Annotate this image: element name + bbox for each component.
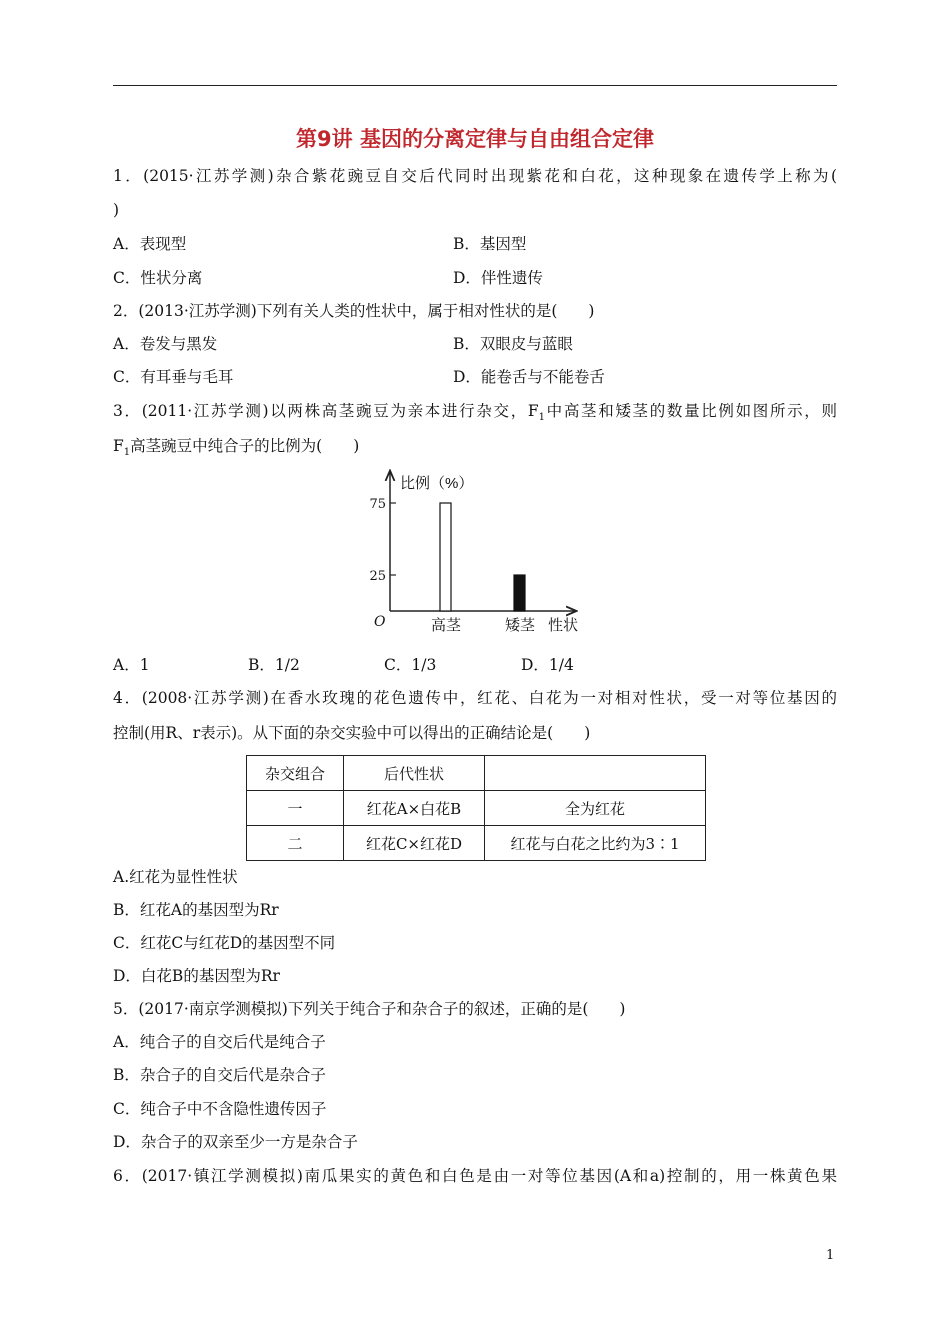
table-header bbox=[485, 756, 706, 791]
origin-label: O bbox=[374, 614, 386, 630]
q5-stem: 5．(2017·南京学测模拟)下列关于纯合子和杂合子的叙述，正确的是( ) bbox=[113, 1000, 626, 1018]
q1-option-c: C．性状分离 bbox=[113, 269, 203, 287]
table-cell: 全为红花 bbox=[485, 791, 706, 826]
q4-option-c: C．红花C与红花D的基因型不同 bbox=[113, 934, 336, 952]
q5-option-a: A．纯合子的自交后代是纯合子 bbox=[113, 1033, 326, 1051]
q4-option-d: D．白花B的基因型为Rr bbox=[113, 967, 280, 985]
category-label-short: 矮茎 bbox=[504, 617, 536, 634]
header-rule bbox=[113, 85, 837, 86]
y-tick-label-25: 25 bbox=[369, 569, 386, 584]
table-row bbox=[247, 826, 706, 861]
q3-option-c: C．1/3 bbox=[384, 656, 437, 674]
q3-option-a: A．1 bbox=[113, 656, 150, 674]
bar-chart bbox=[360, 466, 600, 641]
q2-option-c: C．有耳垂与毛耳 bbox=[113, 368, 234, 386]
y-axis-label: 比例（%） bbox=[400, 475, 474, 492]
table-header: 后代性状 bbox=[344, 756, 485, 791]
page-number: 1 bbox=[826, 1248, 835, 1263]
q1-option-b: B．基因型 bbox=[453, 235, 527, 253]
q1-stem: 1．(2015·江苏学测)杂合紫花豌豆自交后代同时出现紫花和白花，这种现象在遗传学上称为( bbox=[113, 167, 837, 185]
q2-option-a: A．卷发与黑发 bbox=[113, 335, 218, 353]
q1-stem-end: ) bbox=[113, 201, 120, 219]
q2-option-d: D．能卷舌与不能卷舌 bbox=[453, 368, 605, 386]
page-title: 第9讲 基因的分离定律与自由组合定律 bbox=[296, 127, 654, 151]
q5-option-d: D．杂合子的双亲至少一方是杂合子 bbox=[113, 1133, 358, 1151]
table-header: 杂交组合 bbox=[247, 756, 344, 791]
y-tick-label-75: 75 bbox=[369, 497, 386, 512]
category-label-tall: 高茎 bbox=[430, 617, 462, 634]
q1-option-d: D．伴性遗传 bbox=[453, 269, 543, 287]
q3-stem-line1: 3．(2011·江苏学测)以两株高茎豌豆为亲本进行杂交，$F_1$中高茎和矮茎的数量比例如图所示，则 bbox=[113, 402, 837, 424]
bar-tall-stem bbox=[440, 503, 451, 611]
table-cell: 一 bbox=[247, 791, 344, 826]
q4-option-a: A.红花为显性性状 bbox=[113, 868, 238, 886]
q5-option-c: C．纯合子中不含隐性遗传因子 bbox=[113, 1100, 327, 1118]
q2-stem: 2．(2013·江苏学测)下列有关人类的性状中，属于相对性状的是( ) bbox=[113, 302, 595, 320]
q4-stem-line2: 控制(用R、r表示)。从下面的杂交实验中可以得出的正确结论是( ) bbox=[113, 724, 591, 742]
bar-short-stem bbox=[514, 575, 525, 611]
q5-option-b: B．杂合子的自交后代是杂合子 bbox=[113, 1066, 326, 1084]
q3-option-b: B．1/2 bbox=[248, 656, 300, 674]
q4-option-b: B．红花A的基因型为Rr bbox=[113, 901, 279, 919]
q2-option-b: B．双眼皮与蓝眼 bbox=[453, 335, 573, 353]
cross-table bbox=[246, 755, 706, 861]
table-cell: 二 bbox=[247, 826, 344, 861]
q3-stem-line2: $F_1$高茎豌豆中纯合子的比例为( ) bbox=[113, 437, 360, 459]
table-cell: 红花A×白花B bbox=[344, 791, 485, 826]
table-cell: 红花与白花之比约为3∶1 bbox=[485, 826, 706, 861]
q4-stem-line1: 4．(2008·江苏学测)在香水玫瑰的花色遗传中，红花、白花为一对相对性状，受一对等位基因的 bbox=[113, 689, 837, 707]
q3-option-d: D．1/4 bbox=[521, 656, 574, 674]
table-row bbox=[247, 791, 706, 826]
q6-stem: 6．(2017·镇江学测模拟)南瓜果实的黄色和白色是由一对等位基因(A和a)控制的，用一株黄色果 bbox=[113, 1167, 837, 1185]
x-axis-label: 性状 bbox=[548, 617, 579, 634]
table-header-row bbox=[247, 756, 706, 791]
q1-option-a: A．表现型 bbox=[113, 235, 187, 253]
table-cell: 红花C×红花D bbox=[344, 826, 485, 861]
